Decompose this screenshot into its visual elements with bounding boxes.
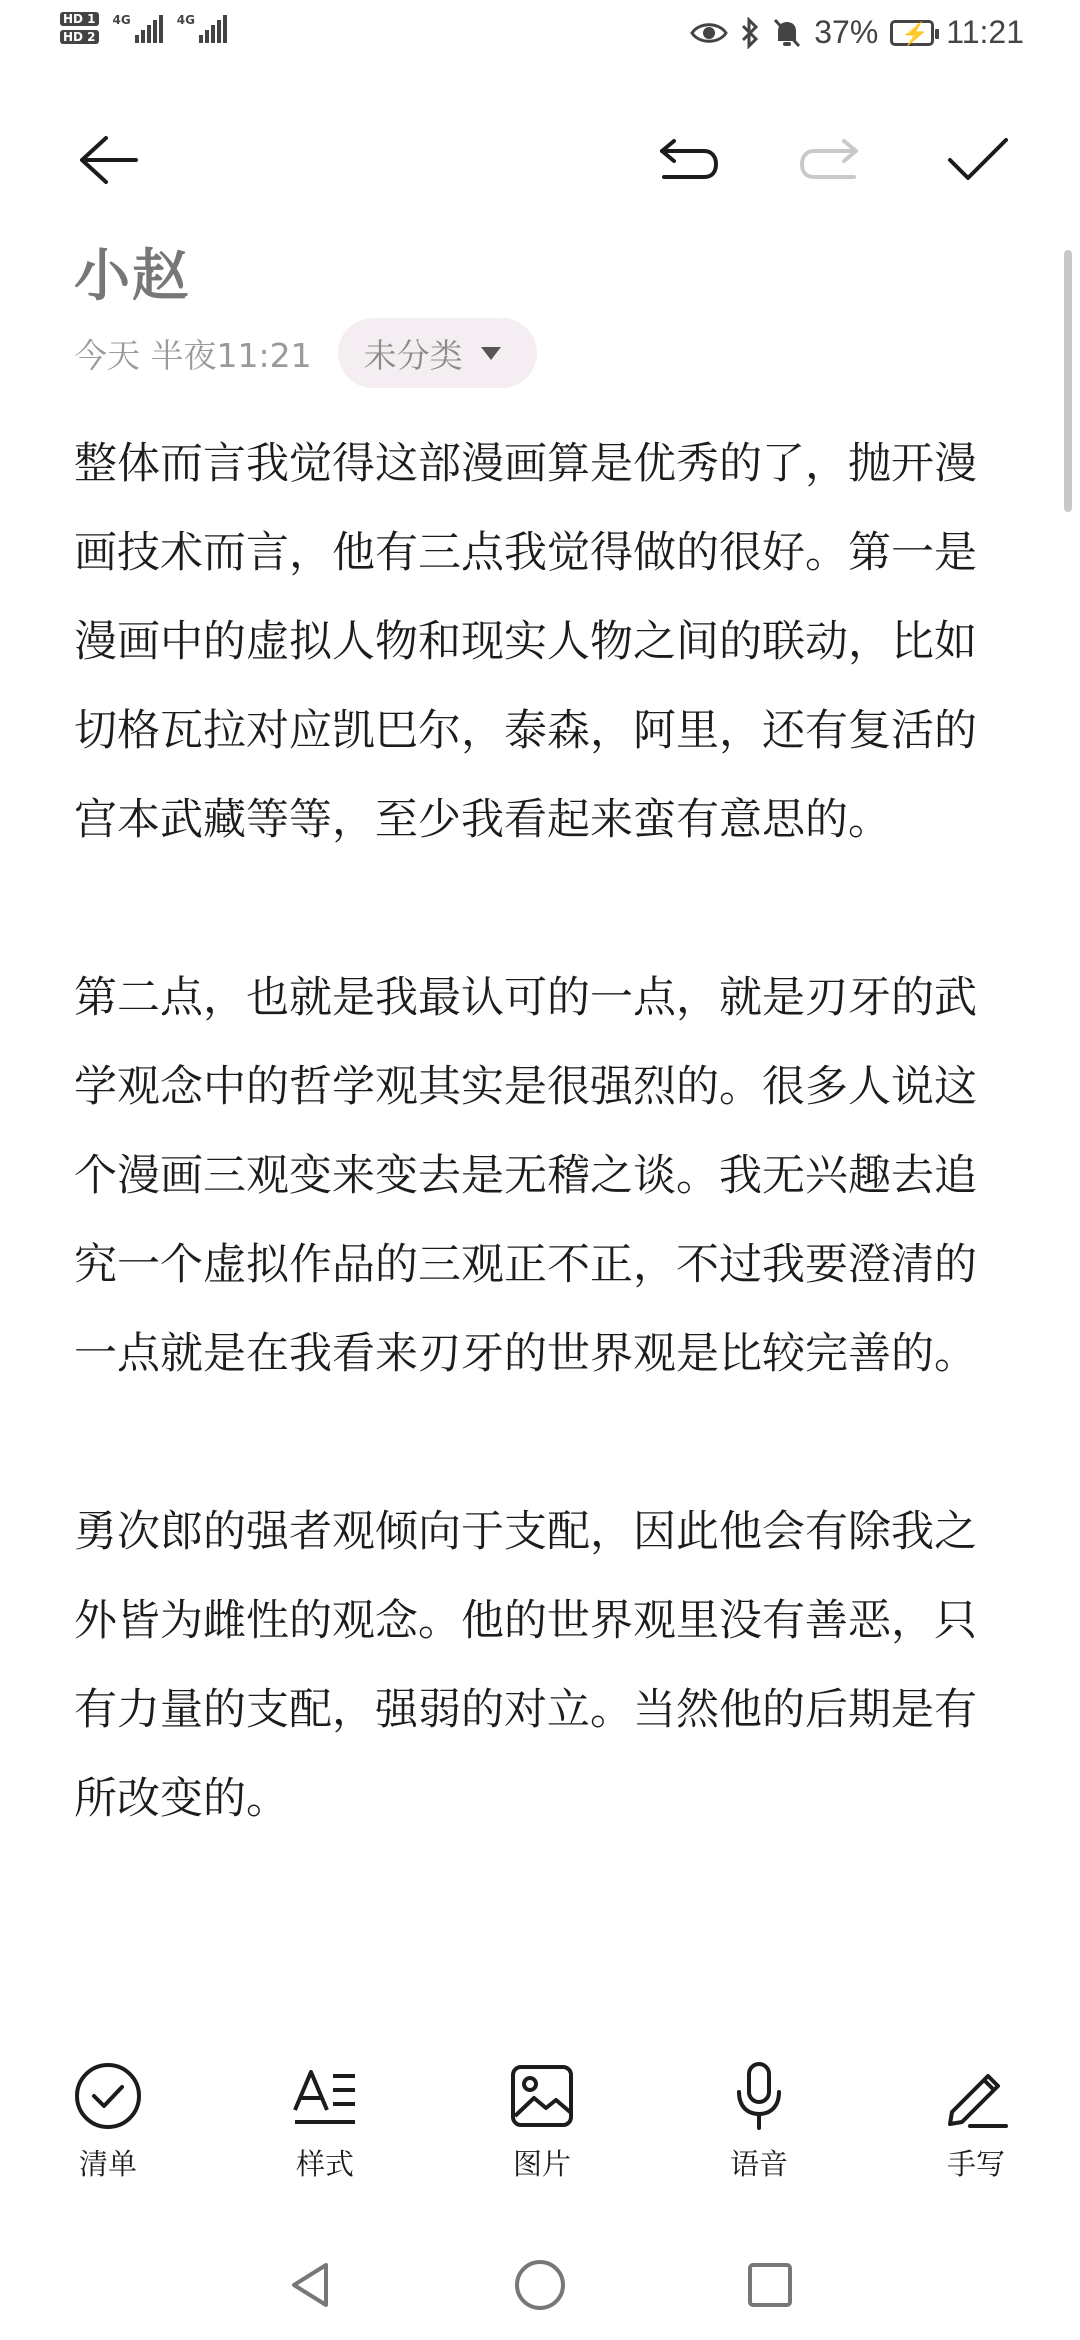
scroll-indicator[interactable] xyxy=(1064,250,1072,512)
back-button[interactable] xyxy=(68,120,148,200)
caret-down-icon xyxy=(481,347,501,360)
sim2-badge xyxy=(60,30,99,44)
sim2-label: HD 2 xyxy=(60,30,99,44)
circle-home-icon xyxy=(513,2258,567,2312)
bluetooth-icon xyxy=(740,17,760,49)
note-title[interactable]: 小赵 xyxy=(74,244,190,309)
image-icon xyxy=(506,2060,578,2132)
checklist-button[interactable] xyxy=(33,2060,183,2183)
note-body[interactable] xyxy=(74,420,1004,1933)
image-label: 图片 xyxy=(512,2147,571,2181)
bottom-toolbar xyxy=(0,2060,1080,2210)
status-left xyxy=(60,12,227,44)
clock: 11:21 xyxy=(946,14,1024,50)
sim-indicators xyxy=(60,12,99,44)
checklist-label: 清单 xyxy=(78,2147,137,2181)
signal-2-icon xyxy=(177,13,227,43)
redo-button[interactable] xyxy=(790,120,870,200)
triangle-back-icon xyxy=(286,2259,334,2311)
editor-toolbar xyxy=(0,110,1080,210)
image-button[interactable] xyxy=(467,2060,617,2183)
eye-icon xyxy=(690,20,728,46)
redo-icon xyxy=(796,135,864,185)
handwriting-label: 手写 xyxy=(946,2147,1005,2181)
bell-mute-icon xyxy=(772,17,802,49)
category-dropdown[interactable] xyxy=(338,318,537,388)
save-button[interactable] xyxy=(938,120,1018,200)
checklist-icon xyxy=(72,2060,144,2132)
back-arrow-icon xyxy=(76,132,140,188)
note-meta xyxy=(74,318,537,388)
microphone-icon xyxy=(723,2060,795,2132)
network1-label: 4G xyxy=(112,13,131,27)
status-right xyxy=(690,14,1024,51)
status-bar xyxy=(0,0,1080,80)
battery-percent: 37% xyxy=(814,14,879,50)
category-label: 未分类 xyxy=(363,335,463,375)
text-style-icon xyxy=(289,2060,361,2132)
note-date: 今天 半夜11:21 xyxy=(74,335,312,375)
note-paragraph-3[interactable]: 勇次郎的强者观倾向于支配，因此他会有除我之外皆为雌性的观念。他的世界观里没有善恶，只有力量的支配，强弱的对立。当然他的后期是有所改变的。 xyxy=(74,1507,977,1824)
sim1-badge xyxy=(60,12,99,26)
pen-icon xyxy=(940,2060,1012,2132)
system-nav-bar xyxy=(0,2230,1080,2340)
nav-home-button[interactable] xyxy=(505,2250,575,2320)
undo-button[interactable] xyxy=(648,120,728,200)
network2-label: 4G xyxy=(176,13,195,27)
sim1-label: HD 1 xyxy=(60,12,99,26)
nav-recents-button[interactable] xyxy=(735,2250,805,2320)
undo-icon xyxy=(654,135,722,185)
handwriting-button[interactable] xyxy=(901,2060,1051,2183)
voice-label: 语音 xyxy=(729,2147,788,2181)
nav-back-button[interactable] xyxy=(275,2250,345,2320)
text-style-button[interactable] xyxy=(250,2060,400,2183)
square-recents-icon xyxy=(745,2260,795,2310)
signal-1-icon xyxy=(113,13,163,43)
note-paragraph-2[interactable]: 第二点，也就是我最认可的一点，就是刃牙的武学观念中的哲学观其实是很强烈的。很多人说这个漫画三观变来变去是无稽之谈。我无兴趣去追究一个虚拟作品的三观正不正，不过我要澄清的一点就是在我看来刃牙的世界观是比较完善的。 xyxy=(74,973,977,1379)
note-paragraph-1[interactable]: 整体而言我觉得这部漫画算是优秀的了，抛开漫画技术而言，他有三点我觉得做的很好。第一是漫画中的虚拟人物和现实人物之间的联动，比如切格瓦拉对应凯巴尔，泰森，阿里，还有复活的宫本武藏等等，至少我看起来蛮有意思的。 xyxy=(74,439,977,845)
check-icon xyxy=(946,136,1010,184)
voice-button[interactable] xyxy=(684,2060,834,2183)
text-style-label: 样式 xyxy=(295,2147,354,2181)
battery-icon: ⚡ xyxy=(890,20,934,46)
